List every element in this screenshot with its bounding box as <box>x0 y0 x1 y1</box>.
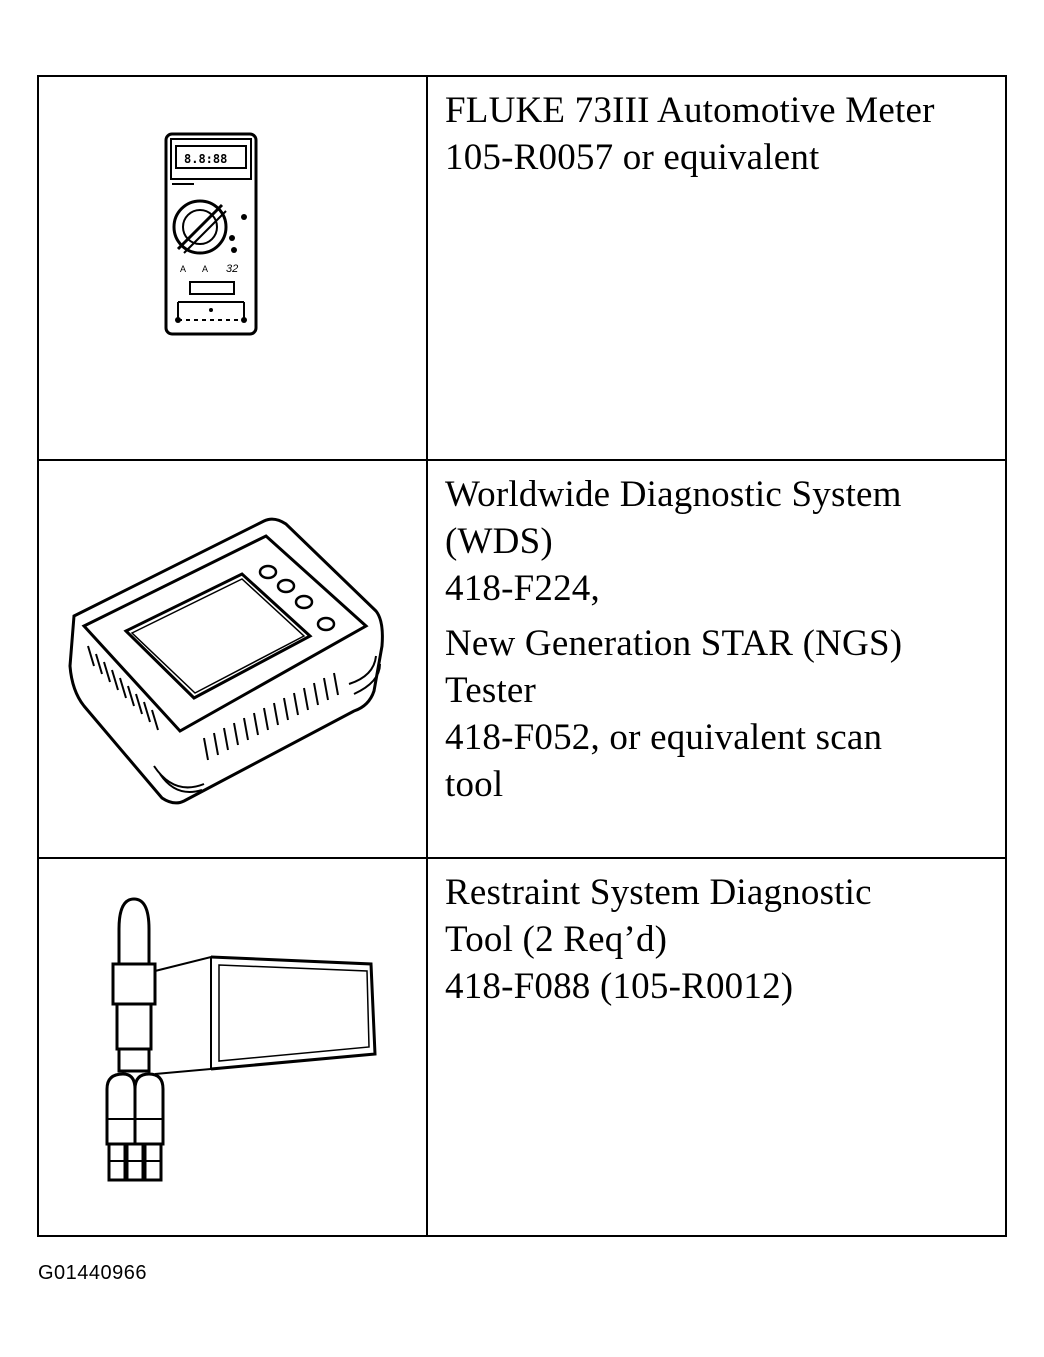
tool-image-cell <box>39 77 428 459</box>
tool-description <box>428 859 1005 1237</box>
tool-row-fluke-meter <box>39 77 1005 461</box>
tool-description <box>428 77 1005 459</box>
tool-name-line: (WDS) <box>445 521 553 562</box>
tool-name-line: Tester <box>445 670 537 711</box>
tool-name-line: New Generation STAR (NGS) <box>445 623 903 664</box>
svg-text:A: A <box>180 264 187 274</box>
tool-number-line: 105-R0057 or equivalent <box>445 137 820 178</box>
tool-number-line: 418-F224, <box>445 568 600 609</box>
tool-row-scan-tool <box>39 461 1005 859</box>
restraint-diagnostic-tool-icon <box>99 889 389 1189</box>
multimeter-icon <box>164 132 264 342</box>
tool-description <box>428 461 1005 857</box>
special-tools-table <box>37 75 1007 1237</box>
svg-text:A: A <box>202 264 209 274</box>
svg-text:32: 32 <box>226 263 239 275</box>
tool-image-cell <box>39 859 428 1237</box>
tool-image-cell <box>39 461 428 857</box>
tool-name-line: Tool (2 Req’d) <box>445 919 668 960</box>
tool-number-line: 418-F052, or equivalent scan <box>445 717 883 758</box>
tool-name-line: Restraint System Diagnostic <box>445 872 872 913</box>
figure-id: G01440966 <box>38 1262 148 1284</box>
tool-name-line: FLUKE 73III Automotive Meter <box>445 90 935 131</box>
svg-text:8.8:88: 8.8:88 <box>184 152 228 166</box>
tool-name-line: Worldwide Diagnostic System <box>445 474 902 515</box>
tool-number-line: 418-F088 (105-R0012) <box>445 966 794 1007</box>
tool-name-line: tool <box>445 764 504 805</box>
scan-tool-icon <box>64 516 394 806</box>
tool-row-restraint-tool <box>39 859 1005 1237</box>
